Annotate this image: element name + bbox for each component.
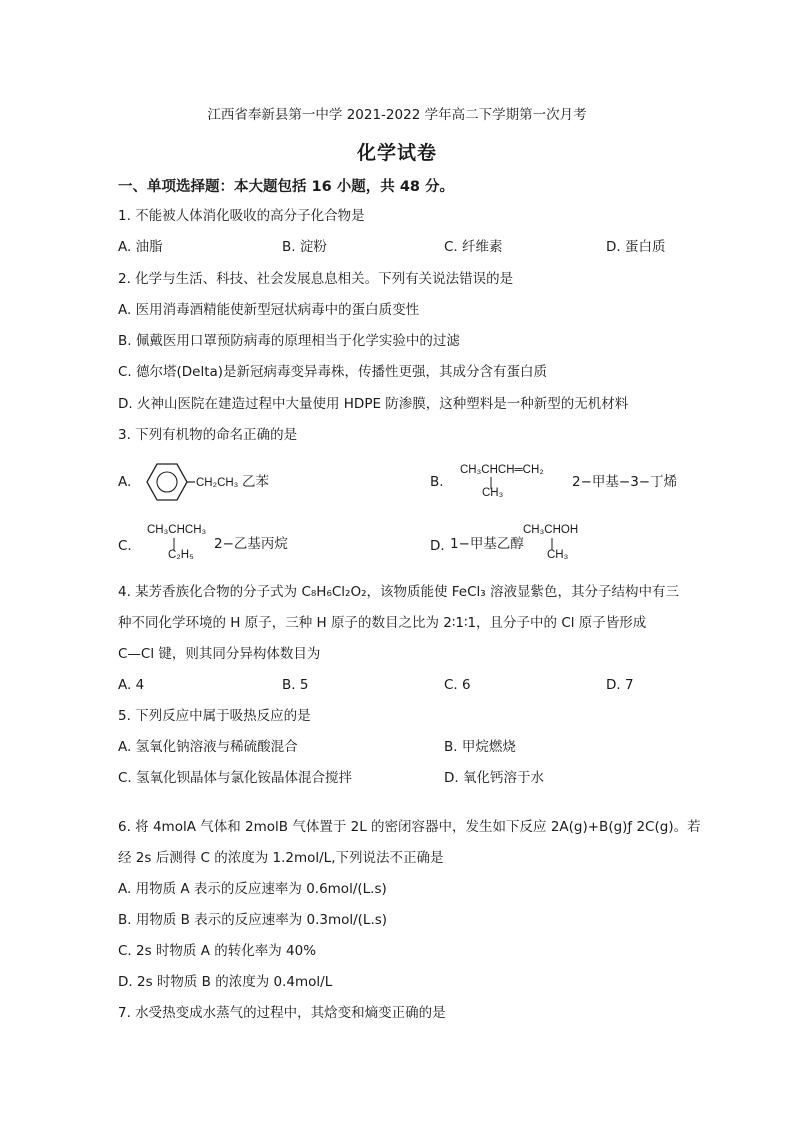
question-5-option-c: C. 氢氧化钡晶体与氯化铵晶体混合搅拌 (118, 770, 353, 786)
question-5-option-b: B. 甲烷燃烧 (444, 739, 516, 755)
question-3-option-a-group: CH₂CH₃ (196, 477, 239, 489)
question-3-option-c-name: 2−乙基丙烷 (214, 536, 288, 552)
question-4-option-c: C. 6 (444, 677, 471, 693)
question-3-option-b-main: CH₃CHCH═CH₂ (460, 464, 544, 476)
school-header: 江西省奉新县第一中学 2021-2022 学年高二下学期第一次月考 (207, 107, 587, 123)
question-3-option-c-label: C. (118, 538, 132, 554)
question-5-stem: 5. 下列反应中属于吸热反应的是 (118, 708, 311, 724)
question-3-option-d-main: CH₃CHOH (523, 524, 579, 536)
question-2-option-c: C. 德尔塔(Delta)是新冠病毒变异毒株，传播性更强，其成分含有蛋白质 (118, 364, 548, 380)
question-1-option-b: B. 淀粉 (282, 239, 327, 255)
question-5-option-d: D. 氧化钙溶于水 (444, 770, 544, 786)
question-3-option-d-name: 1−甲基乙醇 (450, 536, 524, 552)
question-3-option-c-branch: C₂H₅ (168, 549, 194, 561)
question-6-stem-line-2: 经 2s 后测得 C 的浓度为 1.2mol/L,下列说法不正确是 (118, 850, 444, 866)
question-3-option-b-label: B. (430, 474, 444, 490)
section-heading: 一、单项选择题：本大题包括 16 小题，共 48 分。 (118, 179, 455, 195)
question-6-option-d: D. 2s 时物质 B 的浓度为 0.4mol/L (118, 974, 333, 990)
question-2-option-a: A. 医用消毒酒精能使新型冠状病毒中的蛋白质变性 (118, 302, 420, 318)
question-6-option-a: A. 用物质 A 表示的反应速率为 0.6mol/(L.s) (118, 881, 387, 897)
question-1-option-d: D. 蛋白质 (606, 239, 666, 255)
question-6-option-c: C. 2s 时物质 A 的转化率为 40% (118, 943, 317, 959)
benzene-ring-structure (145, 462, 195, 502)
question-4-stem-line-1: 4. 某芳香族化合物的分子式为 C₈H₆Cl₂O₂，该物质能使 FeCl₃ 溶液显紫色，其分子结构中有三 (118, 584, 679, 600)
question-1-option-c: C. 纤维素 (444, 239, 503, 255)
question-3-option-b-branch: CH₃ (482, 487, 504, 499)
question-1-stem: 1. 不能被人体消化吸收的高分子化合物是 (118, 208, 365, 224)
question-7-stem: 7. 水受热变成水蒸气的过程中，其焓变和熵变正确的是 (118, 1005, 446, 1021)
question-3-option-b-name: 2−甲基−3−丁烯 (572, 474, 678, 490)
question-1-option-a: A. 油脂 (118, 239, 163, 255)
question-4-option-a: A. 4 (118, 677, 145, 693)
question-2-stem: 2. 化学与生活、科技、社会发展息息相关。下列有关说法错误的是 (118, 271, 514, 287)
question-3-stem: 3. 下列有机物的命名正确的是 (118, 427, 298, 443)
question-3-option-d-label: D. (430, 538, 445, 554)
question-3-option-c-main: CH₃CHCH₃ (147, 524, 207, 536)
question-2-option-b: B. 佩戴医用口罩预防病毒的原理相当于化学实验中的过滤 (118, 333, 460, 349)
question-4-stem-line-3: C—Cl 键，则其同分异构体数目为 (118, 646, 321, 662)
question-3-option-d-branch: CH₃ (547, 549, 569, 561)
question-4-stem-line-2: 种不同化学环境的 H 原子，三种 H 原子的数目之比为 2∶1∶1，且分子中的 Cl 原子皆形成 (118, 615, 647, 631)
question-2-option-d: D. 火神山医院在建造过程中大量使用 HDPE 防渗膜，这种塑料是一种新型的无机材料 (118, 396, 629, 412)
question-4-option-d: D. 7 (606, 677, 634, 693)
page-title: 化学试卷 (356, 142, 437, 164)
question-5-option-a: A. 氢氧化钠溶液与稀硫酸混合 (118, 739, 298, 755)
question-3-option-a-name: 乙苯 (242, 474, 269, 490)
question-6-option-b: B. 用物质 B 表示的反应速率为 0.3mol/(L.s) (118, 912, 388, 928)
question-3-option-a-label: A. (118, 474, 132, 490)
question-4-option-b: B. 5 (282, 677, 309, 693)
question-6-stem-line-1: 6. 将 4molA 气体和 2molB 气体置于 2L 的密闭容器中，发生如下反应 2A(g)+B(g)ƒ 2C(g)。若 (118, 819, 701, 835)
